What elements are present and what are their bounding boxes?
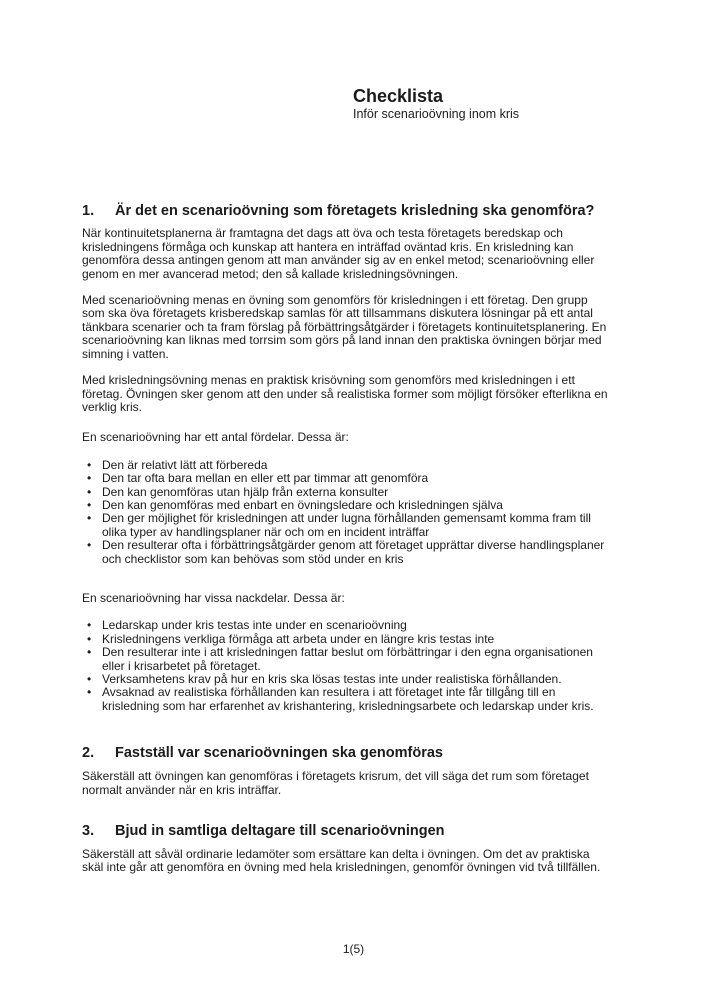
advantages-list <box>82 459 610 566</box>
section-2-number: 2. <box>82 745 95 762</box>
section-2-title: Fastställ var scenarioövningen ska genomföras <box>115 745 443 762</box>
list-item: • Den kan genomföras utan hjälp från externa konsulter <box>82 486 610 499</box>
section-1-paragraph-3: Med krisledningsövning menas en praktisk krisövning som genomförs med krisledningen i ett företag. Övningen sker genom att den under så realistiska former som möjligt försöker efterlikna en verklig kris. <box>82 373 608 414</box>
list-item: • Den resulterar inte i att krisledningen fattar beslut om förbättringar i den egna organisationen eller i krisarbetet på företaget. <box>82 646 610 673</box>
document-subtitle: Inför scenarioövning inom kris <box>353 106 520 121</box>
list-item: • Den tar ofta bara mellan en eller ett par timmar att genomföra <box>82 472 610 485</box>
section-1-number: 1. <box>82 202 95 219</box>
list-item: • Verksamhetens krav på hur en kris ska lösas testas inte under realistiska förhållanden. <box>82 673 610 686</box>
section-3-paragraph-1: Säkerställ att såväl ordinarie ledamöter som ersättare kan delta i övningen. Om det av praktiska skäl inte går att genomföra en övning med hela krisledningen, genomför övningen vid två tillfällen. <box>82 846 601 875</box>
disadvantages-intro: En scenarioövning har vissa nackdelar. Dessa är: <box>82 590 345 605</box>
section-2-heading <box>82 745 610 762</box>
section-1-paragraph-2: Med scenarioövning menas en övning som genomförs för krisledningen i ett företag. Den grupp som ska öva företagets krisberedskap samlas för att tillsammans diskutera lösningar på ett antal tänkbara scenarier och ta fram förslag på förbättringsåtgärder i företagets kontinuitetsplanering. En scenarioövning kan liknas med torrsim som görs på land innan den praktiska övningen börjar med simning i vatten. <box>82 293 607 361</box>
document-title: Checklista <box>353 86 444 106</box>
section-3-title: Bjud in samtliga deltagare till scenarioövningen <box>115 823 445 839</box>
section-1-title: Är det en scenarioövning som företagets krisledning ska genomföra? <box>115 202 595 219</box>
advantages-intro: En scenarioövning har ett antal fördelar. Dessa är: <box>82 430 349 445</box>
section-1-paragraph-1: När kontinuitetsplanerna är framtagna det dags att öva och testa företagets beredskap och krisledningens förmåga och kunskap att hantera en inträffad oväntad kris. En krisledning kan genomföra dessa antingen genom att man använder sig av en enkel metod; scenarioövning eller genom en mer avancerad metod; den så kallade krisledningsövningen. <box>82 226 595 281</box>
list-item: • Avsaknad av realistiska förhållanden kan resultera i att företaget inte får tillgång till en krisledning som har erfarenhet av krishantering, krisledningsarbete och ledarskap under kris. <box>82 686 610 713</box>
document-content <box>82 0 610 875</box>
disadvantages-list <box>82 619 610 713</box>
list-item: • Den är relativt lätt att förbereda <box>82 459 610 472</box>
list-item: • Ledarskap under kris testas inte under en scenarioövning <box>82 619 610 632</box>
list-item: • Den kan genomföras med enbart en övningsledare och krisledningen själva <box>82 499 610 512</box>
list-item: • Den ger möjlighet för krisledningen att under lugna förhållanden gemensamt komma fram till olika typer av handlingsplaner när och om en incident inträffar <box>82 512 610 539</box>
title-block <box>353 86 610 123</box>
page-number: 1(5) <box>342 942 365 956</box>
section-3-number: 3. <box>82 823 95 839</box>
list-item: • Den resulterar ofta i förbättringsåtgärder genom att företaget upprättar diverse handlingsplaner och checklistor som kan behövas som stöd under en kris <box>82 539 610 566</box>
section-3-heading <box>82 823 610 840</box>
section-1-heading <box>82 203 610 220</box>
section-2-paragraph-1: Säkerställ att övningen kan genomföras i företagets krisrum, det vill säga det rum som företaget normalt använder när en kris inträffar. <box>82 769 589 797</box>
list-item: • Krisledningens verkliga förmåga att arbeta under en längre kris testas inte <box>82 633 610 646</box>
